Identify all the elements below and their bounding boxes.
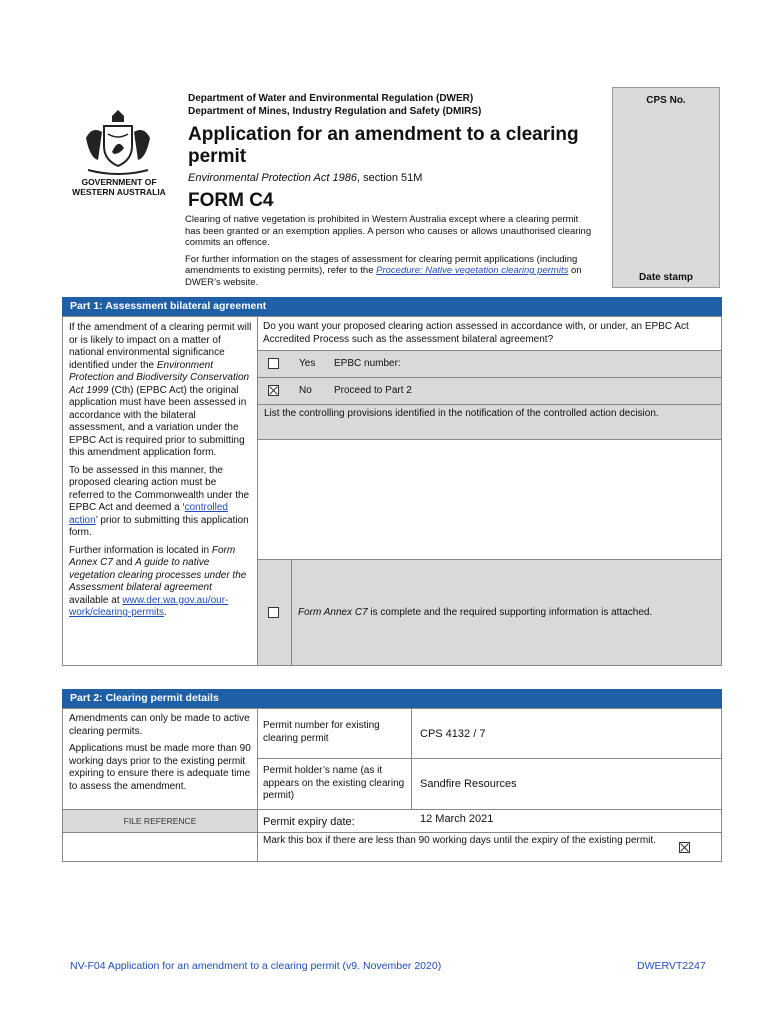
file-reference-label: FILE REFERENCE <box>63 810 257 832</box>
no-checkbox[interactable] <box>268 385 279 396</box>
file-reference-field[interactable] <box>63 833 257 861</box>
part2-guidance: Amendments can only be made to active clearing permits. Applications must be made more than 90 working days prior to the existing permit expiring to ensure there is adequate time to assess the amendment. <box>69 713 251 792</box>
yes-label: Yes <box>299 358 316 369</box>
expiry-date-label: Permit expiry date: <box>263 816 355 828</box>
date-stamp-label: Date stamp <box>639 272 693 283</box>
intro-paragraph-2: For further information on the stages of assessment for clearing permit applications (including amendments to existing permits), refer to the Procedure: Native vegetation clearing permits on DWER’s website. <box>185 253 582 288</box>
cps-no-label: CPS No. <box>646 95 686 106</box>
intro-text <box>185 214 595 293</box>
less-than-90-days-checkbox[interactable] <box>679 842 690 853</box>
part1-table <box>62 316 722 666</box>
yes-row <box>258 351 721 377</box>
controlling-provisions-label: List the controlling provisions identified in the notification of the controlled action decision. <box>258 405 721 439</box>
yes-checkbox[interactable] <box>268 358 279 369</box>
form-title: Application for an amendment to a clearing permit <box>188 124 579 167</box>
office-use-box <box>612 87 720 288</box>
annex-statement: Form Annex C7 is complete and the required supporting information is attached. <box>298 607 653 618</box>
part1-heading: Part 1: Assessment bilateral agreement <box>62 297 722 316</box>
part1-guidance: If the amendment of a clearing permit will or is likely to impact on a matter of national environmental significance identified under the Environment Protection and Biodiversity Conservation Act 1999 (Cth) (EPBC Act) the original application must have been assessed in accordance with the bilateral assessment, and a variation under the EPBC Act is required prior to submitting this amendment application form. To be assessed in this manner, the proposed clearing action must be referred to the Commonwealth under the EPBC Act and deemed a ‘controlled action’ prior to submitting this application form. Further information is located in Form Annex C7 and A guide to native vegetation clearing processes under the Assessment bilateral agreement available at www.der.wa.gov.au/our-work/clearing-permits. <box>69 322 252 618</box>
permit-number-value[interactable]: CPS 4132 / 7 <box>420 728 486 740</box>
permit-number-label: Permit number for existing clearing permit <box>263 720 380 744</box>
holder-name-value[interactable]: Sandfire Resources <box>420 778 517 790</box>
controlled-action-link[interactable]: controlled action <box>69 502 228 526</box>
no-label: No <box>299 385 312 396</box>
part2-table <box>62 708 722 862</box>
department-dmirs: Department of Mines, Industry Regulation and Safety (DMIRS) <box>188 106 482 117</box>
department-dwer: Department of Water and Environmental Regulation (DWER) <box>188 93 474 104</box>
annex-checkbox[interactable] <box>268 607 279 618</box>
wa-government-crest <box>78 108 158 178</box>
clearing-permits-link[interactable]: www.der.wa.gov.au/our-work/clearing-permits <box>69 594 229 618</box>
controlling-provisions-field[interactable] <box>258 440 721 559</box>
less-than-90-days-label: Mark this box if there are less than 90 working days until the expiry of the existing permit. <box>263 835 656 846</box>
procedure-link[interactable]: Procedure: Native vegetation clearing permits <box>376 265 569 276</box>
no-row <box>258 378 721 404</box>
part2-heading: Part 2: Clearing permit details <box>62 689 722 708</box>
intro-paragraph-1: Clearing of native vegetation is prohibited in Western Australia except where a clearing permit has been granted or an exemption applies. A person who causes or allows unauthorised clearing commits an offence. <box>185 214 592 248</box>
form-code: FORM C4 <box>188 190 274 211</box>
annex-row <box>258 560 721 665</box>
holder-name-label: Permit holder’s name (as it appears on the existing clearing permit) <box>263 765 405 801</box>
act-reference: Environmental Protection Act 1986, section 51M <box>188 172 423 184</box>
footer-form-id: NV-F04 Application for an amendment to a clearing permit (v9. November 2020) <box>70 960 442 972</box>
government-name: GOVERNMENT OF WESTERN AUSTRALIA <box>72 177 166 197</box>
department-names <box>188 92 481 118</box>
epbc-number-label: EPBC number: <box>334 358 401 369</box>
epbc-question: Do you want your proposed clearing action assessed in accordance with, or under, an EPBC Act Accredited Process such as the assessment bilateral agreement? <box>263 321 689 345</box>
footer-doc-code: DWERVT2247 <box>637 960 706 972</box>
proceed-label: Proceed to Part 2 <box>334 385 412 396</box>
expiry-date-value[interactable]: 12 March 2021 <box>420 813 494 825</box>
